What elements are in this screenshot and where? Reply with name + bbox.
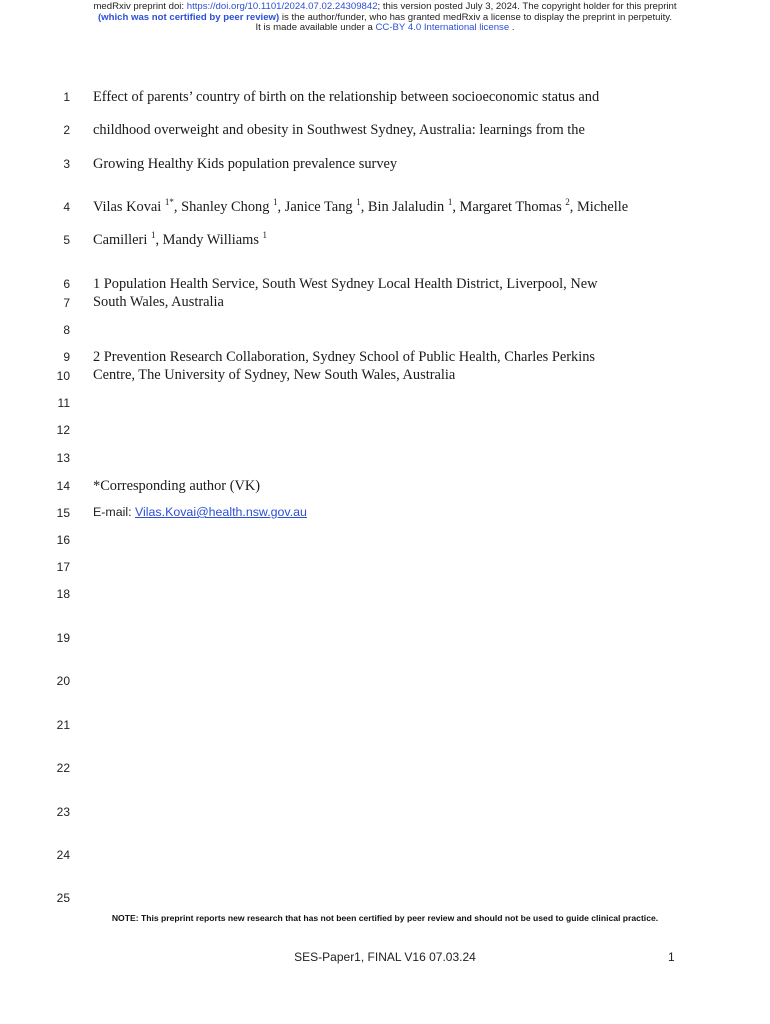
title-line-1: Effect of parents’ country of birth on the relationship between socioeconomic status and: [93, 89, 600, 105]
line-number: 19: [56, 631, 70, 645]
email-link[interactable]: Vilas.Kovai@health.nsw.gov.au: [135, 505, 307, 519]
author-name: Camilleri: [93, 232, 151, 248]
affiliation-1-line-2: South Wales, Australia: [93, 294, 224, 310]
line-number: 3: [63, 157, 70, 171]
line-number: 2: [63, 123, 70, 137]
line-number: 21: [56, 718, 70, 732]
affiliation-marker: 1: [262, 230, 268, 241]
line-number: 24: [56, 848, 70, 862]
line-number: 13: [56, 451, 70, 465]
document-footer-label: SES-Paper1, FINAL V16 07.03.24: [294, 950, 476, 964]
preprint-note: NOTE: This preprint reports new research that has not been certified by peer review and should not be used to guide clinical practice.: [111, 913, 659, 923]
author-name: , Margaret Thomas: [452, 199, 566, 215]
email-label: E-mail:: [93, 505, 135, 519]
affiliation-1-line-1: 1 Population Health Service, South West Sydney Local Health District, Liverpool, New: [93, 276, 598, 292]
header-text: It is made available under a: [255, 22, 376, 34]
peer-review-notice: (which was not certified by peer review): [97, 11, 280, 23]
line-number: 1: [63, 90, 70, 104]
line-number: 25: [56, 891, 70, 905]
line-number: 5: [63, 233, 70, 247]
header-line-3: [0, 23, 770, 34]
author-name: , Janice Tang: [277, 199, 357, 215]
line-number: 22: [56, 761, 70, 775]
line-number: 23: [56, 805, 70, 819]
affiliation-marker: 1: [150, 230, 156, 241]
affiliation-2-line-1: 2 Prevention Research Collaboration, Sydney School of Public Health, Charles Perkins: [93, 349, 595, 365]
affiliation-marker: 1: [356, 197, 361, 208]
affiliation-marker: 1: [273, 197, 278, 208]
author-name: , Shanley Chong: [173, 199, 274, 215]
author-name: , Bin Jalaludin: [360, 199, 448, 215]
line-number: 17: [56, 560, 70, 574]
email-line: [93, 505, 307, 519]
line-number: 11: [57, 396, 70, 410]
affiliation-marker: 2: [565, 197, 570, 208]
line-number: 4: [63, 200, 70, 214]
header-text: ; this version posted July 3, 2024. The copyright holder for this preprint: [377, 1, 677, 12]
line-number: 14: [56, 479, 70, 493]
affiliation-2-line-2: Centre, The University of Sydney, New South Wales, Australia: [93, 367, 456, 383]
doi-link[interactable]: https://doi.org/10.1101/2024.07.02.24309842: [186, 1, 378, 12]
affiliation-marker: 1: [447, 197, 453, 208]
preprint-header: [0, 2, 770, 34]
line-number: 20: [56, 674, 70, 688]
license-link[interactable]: CC-BY 4.0 International license: [375, 22, 510, 34]
line-number: 10: [56, 369, 70, 383]
affiliation-marker: 1*: [164, 197, 174, 208]
author-list-line-2: [93, 231, 267, 249]
page-number: 1: [668, 950, 675, 964]
author-name: Vilas Kovai: [93, 199, 165, 215]
line-number: 6: [63, 277, 70, 291]
line-number: 9: [63, 350, 70, 364]
title-line-2: childhood overweight and obesity in Southwest Sydney, Australia: learnings from the: [93, 122, 585, 138]
line-number: 15: [56, 506, 70, 520]
line-number: 8: [63, 323, 70, 337]
line-number: 18: [56, 587, 70, 601]
author-list-line-1: [93, 198, 628, 216]
header-text: .: [509, 22, 515, 34]
author-name: , Michelle: [569, 199, 629, 215]
line-number: 7: [63, 296, 70, 310]
title-line-3: Growing Healthy Kids population prevalence survey: [93, 156, 398, 172]
corresponding-author: *Corresponding author (VK): [93, 478, 261, 494]
header-text: is the author/funder, who has granted medRxiv a license to display the preprint in perpetuity.: [279, 11, 673, 23]
line-number: 12: [56, 423, 70, 437]
author-name: , Mandy Williams: [155, 232, 263, 248]
header-text: medRxiv preprint doi:: [93, 1, 187, 12]
line-number: 16: [56, 533, 70, 547]
